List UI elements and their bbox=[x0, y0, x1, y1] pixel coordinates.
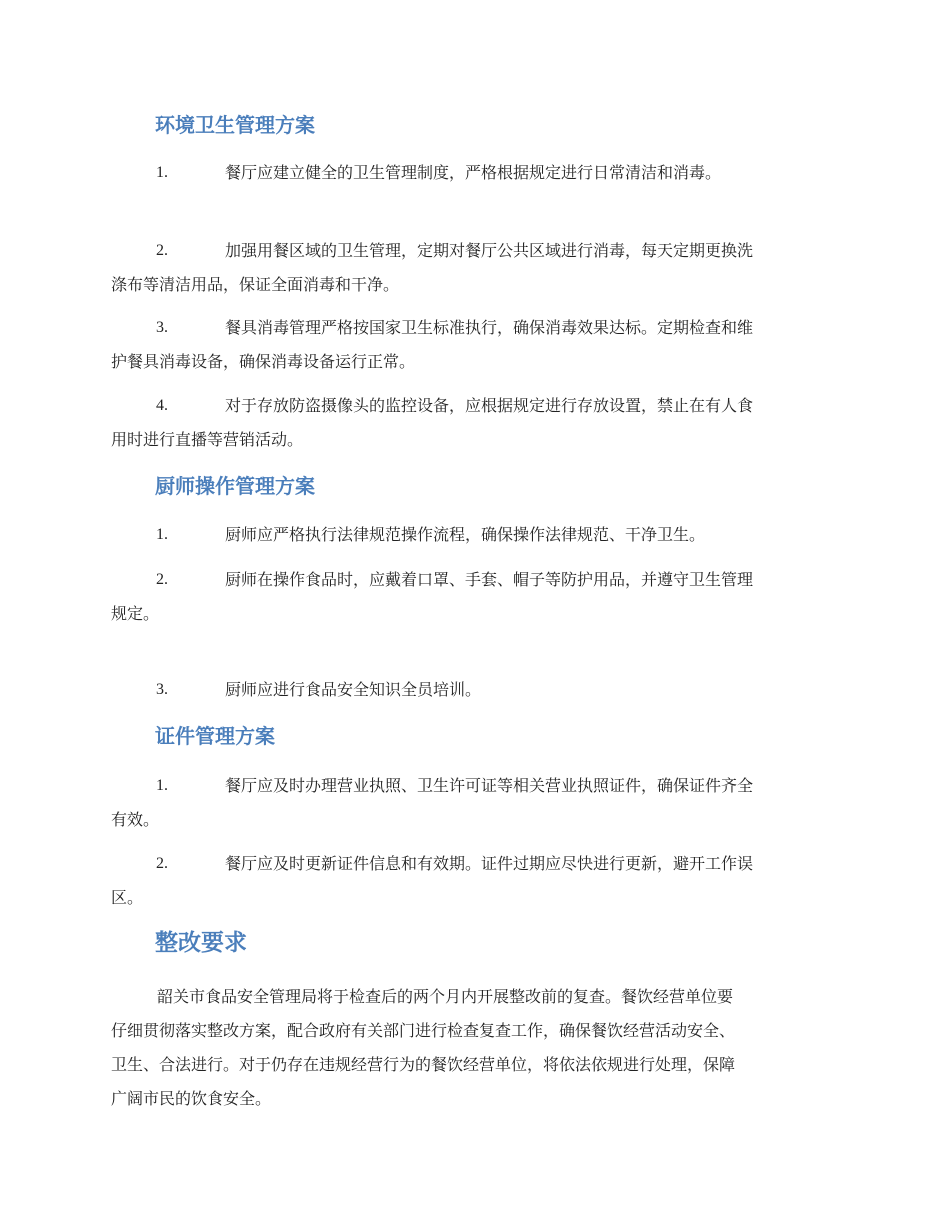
paragraph-line: 卫生、合法进行。对于仍存在违规经营行为的餐饮经营单位，将依法依规进行处理，保障 bbox=[111, 1055, 736, 1074]
list-item-text: 厨师在操作食品时，应戴着口罩、手套、帽子等防护用品，并遵守卫生管理 bbox=[225, 570, 754, 589]
list-item-number: 1. bbox=[156, 526, 168, 543]
list-item-number: 4. bbox=[156, 397, 168, 414]
list-item-text: 厨师应进行食品安全知识全员培训。 bbox=[225, 680, 482, 699]
paragraph-line: 韶关市食品安全管理局将于检查后的两个月内开展整改前的复查。餐饮经营单位要 bbox=[157, 987, 734, 1006]
list-item-text: 加强用餐区域的卫生管理，定期对餐厅公共区域进行消毒，每天定期更换洗 bbox=[225, 241, 754, 260]
list-item-text: 餐厅应及时办理营业执照、卫生许可证等相关营业执照证件，确保证件齐全 bbox=[225, 776, 754, 795]
list-item-text: 对于存放防盗摄像头的监控设备，应根据规定进行存放设置，禁止在有人食 bbox=[225, 396, 754, 415]
paragraph-line: 广阔市民的饮食安全。 bbox=[111, 1089, 272, 1108]
list-item-text-continued: 区。 bbox=[111, 888, 144, 907]
list-item-text: 厨师应严格执行法律规范操作流程，确保操作法律规范、干净卫生。 bbox=[225, 525, 706, 544]
list-item-number: 2. bbox=[156, 242, 168, 259]
section-heading-rectification: 整改要求 bbox=[155, 930, 247, 956]
list-item-text: 餐厅应及时更新证件信息和有效期。证件过期应尽快进行更新，避开工作误 bbox=[225, 854, 754, 873]
list-item-text-continued: 涤布等清洁用品，保证全面消毒和干净。 bbox=[111, 275, 400, 294]
section-heading-chef-operation: 厨师操作管理方案 bbox=[155, 474, 315, 498]
list-item-text: 餐厅应建立健全的卫生管理制度，严格根据规定进行日常清洁和消毒。 bbox=[225, 163, 722, 182]
section-heading-license: 证件管理方案 bbox=[155, 724, 275, 748]
list-item-text: 餐具消毒管理严格按国家卫生标准执行，确保消毒效果达标。定期检查和维 bbox=[225, 318, 754, 337]
list-item-text-continued: 有效。 bbox=[111, 810, 160, 829]
list-item-number: 3. bbox=[156, 319, 168, 336]
list-item-number: 1. bbox=[156, 777, 168, 794]
list-item-text-continued: 用时进行直播等营销活动。 bbox=[111, 430, 304, 449]
list-item-text-continued: 护餐具消毒设备，确保消毒设备运行正常。 bbox=[111, 352, 416, 371]
section-heading-environment: 环境卫生管理方案 bbox=[155, 113, 315, 137]
paragraph-line: 仔细贯彻落实整改方案，配合政府有关部门进行检查复查工作，确保餐饮经营活动安全、 bbox=[111, 1021, 736, 1040]
rectification-paragraph bbox=[111, 980, 841, 1116]
list-item-text-continued: 规定。 bbox=[111, 604, 160, 623]
list-item-number: 1. bbox=[156, 164, 168, 181]
list-item-number: 2. bbox=[156, 571, 168, 588]
list-item-number: 2. bbox=[156, 855, 168, 872]
list-item-number: 3. bbox=[156, 681, 168, 698]
